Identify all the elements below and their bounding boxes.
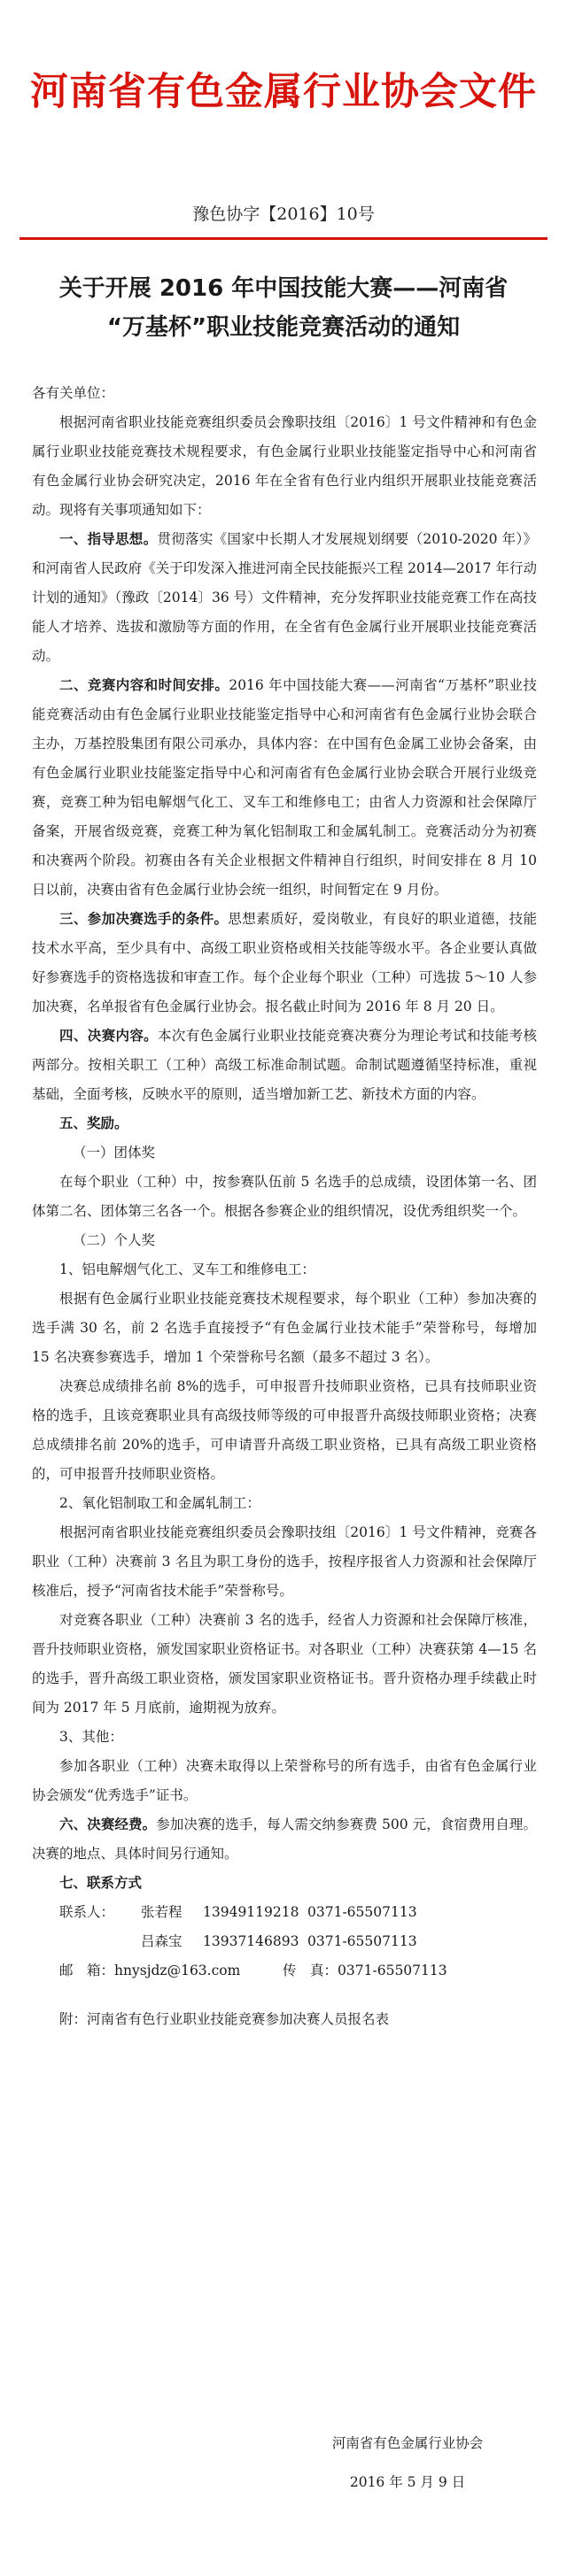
section-heading: 三、参加决赛选手的条件。 [59, 911, 229, 927]
document-number: 豫色协字【2016】10号 [192, 204, 375, 224]
contact-row-2 [32, 1927, 537, 1956]
section-finalist-conditions [32, 905, 537, 1022]
section-contact-heading: 七、联系方式 [59, 1875, 143, 1891]
contact-tel: 0371-65507113 [307, 1933, 417, 1949]
contact-row-mail-fax [32, 1956, 537, 1986]
notice-title [35, 269, 532, 347]
section-awards-heading: 五、奖励。 [59, 1115, 128, 1131]
signature-date: 2016 年 5 月 9 日 [349, 2474, 466, 2490]
award-item1-text1: 根据有色金属行业职业技能竞赛技术规程要求，每个职业（工种）参加决赛的选手满 30 名，前 2 名选手直接授予“有色金属行业技术能手”荣誉称号，每增加 15 名决赛参赛选手，增加 1 个荣誉称号名额（最多不超过 3 名）。 [32, 1291, 537, 1365]
header-divider [19, 237, 548, 240]
contact-mobile: 13937146893 [203, 1933, 299, 1949]
notice-title-line1: 关于开展 2016 年中国技能大赛——河南省 [58, 275, 509, 302]
salutation: 各有关单位： [32, 385, 115, 401]
signature-org: 河南省有色金属行业协会 [331, 2435, 484, 2451]
attachment-note: 附：河南省有色行业职业技能竞赛参加决赛人员报名表 [59, 2011, 390, 2027]
mail-label: 邮 箱： [59, 1963, 115, 1978]
document-header-title: 河南省有色金属行业协会文件 [30, 70, 537, 114]
contact-tel: 0371-65507113 [307, 1904, 417, 1920]
intro-paragraph: 根据河南省职业技能竞赛组织委员会豫职技组〔2016〕1 号文件精神和有色金属行业职业技能竞赛技术规程要求，有色金属行业职业技能鉴定指导中心和河南省有色金属行业协会研究决定，2016 年在全省有色行业内组织开展职业技能竞赛活动。现将有关事项通知如下： [32, 414, 537, 518]
section-text: 贯彻落实《国家中长期人才发展规划纲要（2010-2020 年）》和河南省人民政府《关于印发深入推进河南全民技能振兴工程 2014—2017 年行动计划的通知》（豫政〔2014〕36 号）文件精神，充分发挥职业技能竞赛工作在高技能人才培养、选拔和激励等方面的作用，在全省有色金属行业开展职业技能竞赛活动。 [32, 531, 537, 664]
section-text: 2016 年中国技能大赛——河南省“万基杯”职业技能竞赛活动由有色金属行业职业技能鉴定指导中心和河南省有色金属行业协会联合主办，万基控股集团有限公司承办，具体内容：在中国有色金属工业协会备案，由有色金属行业职业技能鉴定指导中心和河南省有色金属行业协会联合开展行业级竞赛，竞赛工种为铝电解烟气化工、叉车工和维修电工；由省人力资源和社会保障厅备案，开展省级竞赛，竞赛工种为氧化铝制取工和金属轧制工。竞赛活动分为初赛和决赛两个阶段。初赛由各有关企业根据文件精神自行组织，时间安排在 8 月 10 日以前，决赛由省有色金属行业协会统一组织，时间暂定在 9 月份。 [32, 677, 537, 898]
award-item1-text2: 决赛总成绩排名前 8%的选手，可申报晋升技师职业资格，已具有技师职业资格的选手，且该竞赛职业具有高级技师等级的可申报晋升高级技师职业资格；决赛总成绩排名前 20%的选手，可申请晋升高级工职业资格，已具有高级工职业资格的，可申报晋升技师职业资格。 [32, 1378, 537, 1482]
fax-value: 0371-65507113 [338, 1963, 447, 1978]
award-item2-text1: 根据河南省职业技能竞赛组织委员会豫职技组〔2016〕1 号文件精神，竞赛各职业（工种）决赛前 3 名且为职工身份的选手，按程序报省人力资源和社会保障厅核准后，授予“河南省技术能手”荣誉称号。 [32, 1524, 537, 1599]
award-individual-heading: （二）个人奖 [73, 1232, 156, 1248]
award-item2-heading: 2、氧化铝制取工和金属轧制工： [59, 1495, 260, 1511]
section-fees [32, 1810, 537, 1869]
contact-mobile: 13949119218 [203, 1904, 299, 1920]
contact-row-1 [32, 1898, 537, 1927]
award-team-text: 在每个职业（工种）中，按参赛队伍前 5 名选手的总成绩，设团体第一名、团体第二名、团体第三名各一个。根据各参赛企业的组织情况，设优秀组织奖一个。 [32, 1174, 537, 1219]
section-text: 本次有色金属行业职业技能竞赛决赛分为理论考试和技能考核两部分。按相关职工（工种）高级工标准命制试题。命制试题遵循坚持标准，重视基础，全面考核，反映水平的原则，适当增加新工艺、新技术方面的内容。 [32, 1028, 537, 1102]
spacer [32, 1986, 537, 2005]
mail-value: hnysjdz@163.com [114, 1963, 241, 1978]
section-final-content [32, 1022, 537, 1109]
section-heading: 四、决赛内容。 [59, 1028, 159, 1044]
award-team-heading: （一）团体奖 [73, 1145, 156, 1161]
award-item1-heading: 1、铝电解烟气化工、叉车工和维修电工： [59, 1261, 315, 1277]
contact-name: 吕森宝 [141, 1933, 183, 1949]
section-heading: 一、指导思想。 [59, 531, 158, 547]
section-text: 参加决赛的选手，每人需交纳参赛费 500 元，食宿费用自理。决赛的地点、具体时间另行通知。 [32, 1816, 537, 1862]
fax-label: 传 真： [283, 1963, 338, 1978]
section-text: 思想素质好，爱岗敬业，有良好的职业道德，技能技术水平高，至少具有中、高级工职业资格或相关技能等级水平。各企业要认真做好参赛选手的资格选拔和审查工作。每个企业每个职业（工种）可选拔 5～10 人参加决赛，名单报省有色金属行业协会。报名截止时间为 2016 年 8 月 20 日。 [32, 911, 537, 1014]
section-heading: 六、决赛经费。 [59, 1816, 157, 1832]
notice-title-line2: “万基杯”职业技能竞赛活动的通知 [106, 314, 461, 341]
section-heading: 二、竞赛内容和时间安排。 [59, 677, 229, 693]
section-content-schedule [32, 671, 537, 905]
contact-name: 张若程 [141, 1904, 183, 1920]
award-item2-text2: 对竞赛各职业（工种）决赛前 3 名的选手，经省人力资源和社会保障厅核准，晋升技师职业资格，颁发国家职业资格证书。对各职业（工种）决赛获第 4—15 名的选手，晋升高级工职业资格，颁发国家职业资格证书。晋升资格办理手续截止时间为 2017 年 5 月底前，逾期视为放弃。 [32, 1612, 537, 1716]
award-item3-text: 参加各职业（工种）决赛未取得以上荣誉称号的所有选手，由省有色金属行业协会颁发“优秀选手”证书。 [32, 1758, 537, 1803]
contact-label: 联系人： [59, 1904, 115, 1920]
award-item3-heading: 3、其他： [59, 1729, 123, 1745]
document-body [32, 379, 537, 2034]
section-guiding-ideology [32, 525, 537, 671]
